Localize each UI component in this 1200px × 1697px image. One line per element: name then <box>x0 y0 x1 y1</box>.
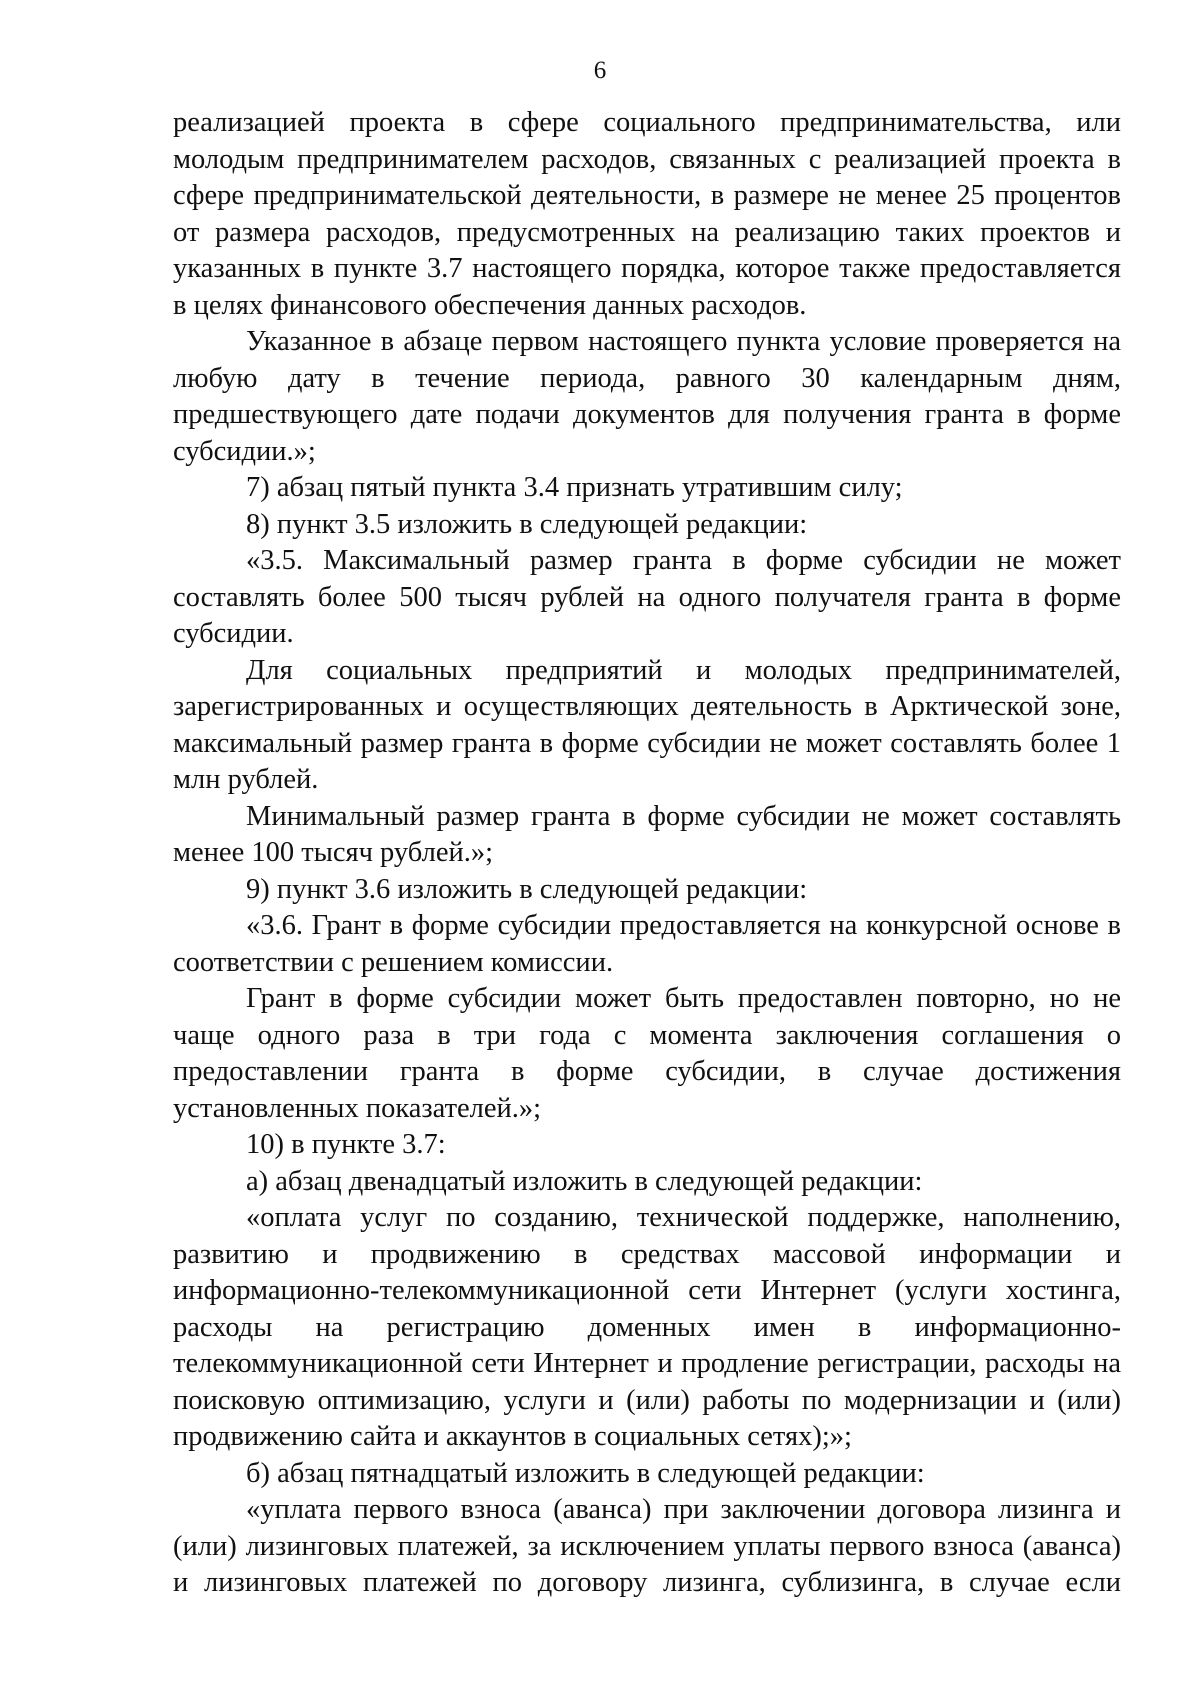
paragraph-item-10: 10) в пункте 3.7: <box>246 1129 446 1160</box>
paragraph-item-7: 7) абзац пятый пункта 3.4 признать утратившим силу; <box>246 472 903 503</box>
paragraph-subitem-b: б) абзац пятнадцатый изложить в следующей редакции: <box>246 1457 925 1489</box>
document-body <box>173 105 1121 1602</box>
paragraph-continuation: реализацией проекта в сфере социального предпринимательства, или молодым предпринимателем расходов, связанных с реализацией проекта в сфере предпринимательской деятельности, в размере не менее 25 процентов от размера расходов, предусмотренных на реализацию таких проектов и указанных в пункте 3.7 настоящего порядка, которое также предоставляется в целях финансового обеспечения данных расходов. <box>173 107 1121 321</box>
paragraph-minimum-grant: Минимальный размер гранта в форме субсидии не может составлять менее 100 тысяч рублей.»; <box>173 800 1121 868</box>
paragraph-item-8: 8) пункт 3.5 изложить в следующей редакции: <box>246 508 808 540</box>
page-number: 6 <box>593 57 607 84</box>
paragraph-condition-check: Указанное в абзаце первом настоящего пункта условие проверяется на любую дату в течение периода, равного 30 календарным дням, предшествующего дате подачи документов для получения гранта в форме субсидии.»; <box>173 326 1121 467</box>
paragraph-leasing: «уплата первого взноса (аванса) при заключении договора лизинга и (или) лизинговых платежей, за исключением уплаты первого взноса (аванса) и лизинговых платежей по договору лизинга, сублизинга, в случае если <box>173 1494 1121 1598</box>
paragraph-subitem-a: а) абзац двенадцатый изложить в следующей редакции: <box>246 1165 923 1197</box>
paragraph-repeat-grant: Грант в форме субсидии может быть предоставлен повторно, но не чаще одного раза в три года с момента заключения соглашения о предоставлении гранта в форме субсидии, в случае достижения установленных показателей.»; <box>173 983 1121 1124</box>
paragraph-item-9: 9) пункт 3.6 изложить в следующей редакции: <box>246 873 808 905</box>
paragraph-clause-3-6: «3.6. Грант в форме субсидии предоставляется на конкурсной основе в соответствии с решением комиссии. <box>173 910 1121 978</box>
paragraph-internet-services: «оплата услуг по созданию, технической поддержке, наполнению, развитию и продвижению в средствах массовой информации и информационно-телекоммуникационной сети Интернет (услуги хостинга, расходы на регистрацию доменных имен в информационно-телекоммуникационной сети Интернет и продление регистрации, расходы на поисковую оптимизацию, услуги и (или) работы по модернизации и (или) продвижению сайта и аккаунтов в социальных сетях);»; <box>173 1202 1121 1452</box>
paragraph-clause-3-5: «3.5. Максимальный размер гранта в форме субсидии не может составлять более 500 тысяч рублей на одного получателя гранта в форме субсидии. <box>173 545 1121 649</box>
paragraph-arctic-zone: Для социальных предприятий и молодых предпринимателей, зарегистрированных и осуществляющих деятельность в Арктической зоне, максимальный размер гранта в форме субсидии не может составлять более 1 млн рублей. <box>173 654 1121 795</box>
